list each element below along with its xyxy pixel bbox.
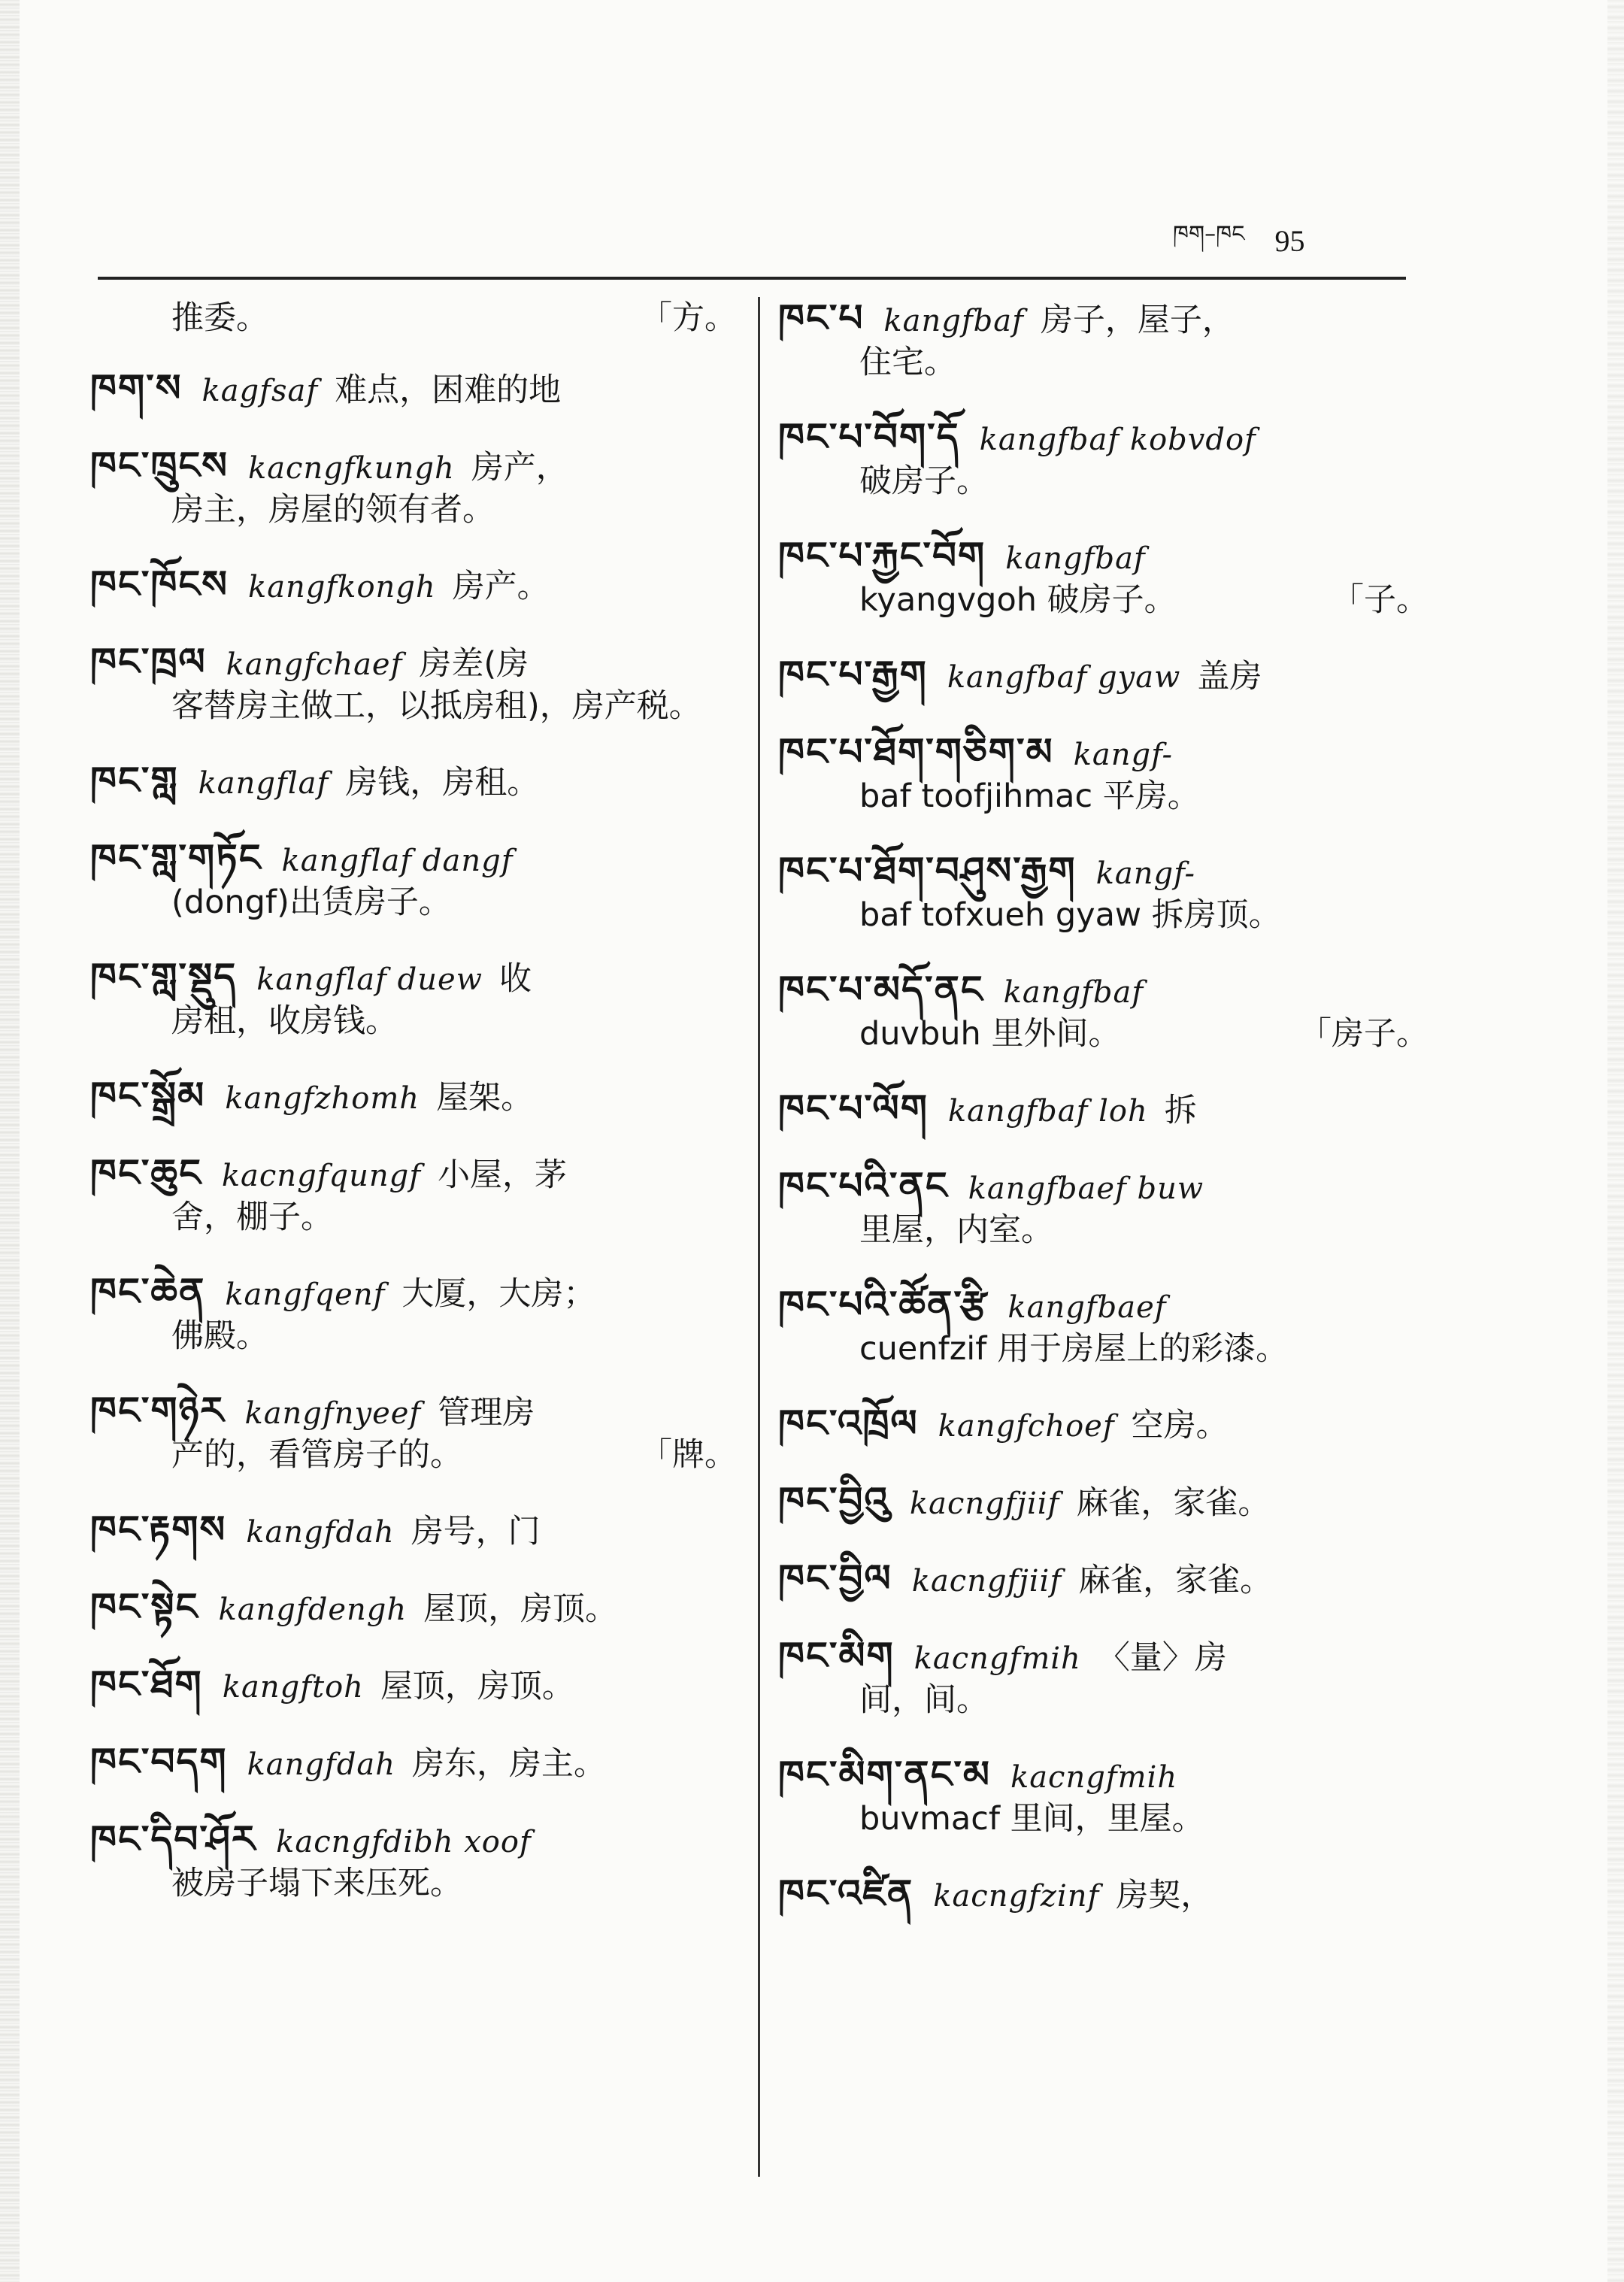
gloss-text: 房钱，房租。 xyxy=(345,764,540,802)
dictionary-entry xyxy=(778,1403,1429,1447)
tibetan-headword: ཁང་པ་མདོ་ནང xyxy=(778,968,984,1011)
romanization: kangfnyeef xyxy=(244,1396,422,1431)
right-entries xyxy=(778,298,1429,1917)
tibetan-headword: ཁང་པ་ཐོག་གཅིག་མ xyxy=(778,730,1054,774)
continuation-line xyxy=(90,686,737,727)
continuation-line xyxy=(778,580,1429,621)
continuation-line xyxy=(778,1210,1429,1251)
gloss-text: 管理房 xyxy=(438,1394,535,1432)
tibetan-headword: ཁང་གླ་གཏོང xyxy=(90,836,262,880)
entry-headline xyxy=(90,1817,548,1861)
dictionary-entry xyxy=(90,368,737,412)
gloss-text: 收 xyxy=(498,960,532,998)
continuation-text: 间，间。 xyxy=(859,1681,989,1719)
continuation-text: 住宅。 xyxy=(859,344,956,381)
continuation-text: baf tofxueh gyaw 拆房顶。 xyxy=(859,896,1281,934)
tibetan-headword: ཁང་པ་ལོག xyxy=(778,1086,929,1130)
entry-headline xyxy=(778,849,1212,892)
entry-headline xyxy=(90,1151,568,1195)
entry-headline xyxy=(778,730,1189,774)
gloss-text: 屋顶，房顶。 xyxy=(380,1668,574,1705)
entry-headline xyxy=(90,1074,534,1117)
entry-headline xyxy=(90,1389,535,1432)
entry-headline xyxy=(778,1871,1213,1915)
romanization: kangfbaf loh xyxy=(947,1094,1148,1129)
carryover-line xyxy=(90,298,737,339)
gloss-text: 盖房 xyxy=(1197,658,1262,696)
romanization: kangfbaf xyxy=(1003,975,1144,1010)
romanization: kangftoh xyxy=(222,1670,364,1705)
continuation-text: (dongf)出赁房子。 xyxy=(171,883,451,921)
right-column xyxy=(778,298,1429,1950)
tibetan-headword: ཁང་བྱིའུ xyxy=(778,1479,890,1523)
dictionary-entry xyxy=(778,1284,1429,1370)
gloss-text: 房差(房 xyxy=(419,645,529,683)
dictionary-entry xyxy=(778,850,1429,936)
romanization: kacngfmih xyxy=(1010,1760,1178,1795)
entry-headline xyxy=(778,653,1262,696)
tibetan-headword: ཁང་ཁོངས xyxy=(90,562,229,606)
romanization: kangfbaf xyxy=(883,304,1024,338)
tibetan-headword: ཁང་བདག xyxy=(90,1740,228,1783)
tibetan-headword: ཁང་ཐོག xyxy=(90,1662,203,1706)
entry-headline xyxy=(90,366,562,410)
left-column xyxy=(90,298,737,1938)
entry-headline xyxy=(90,562,550,606)
continuation-text: 产的，看管房子的。 xyxy=(171,1436,462,1474)
gloss-text: 〈量〉房 xyxy=(1097,1639,1227,1677)
continuation-text: 里屋，内室。 xyxy=(859,1211,1053,1249)
continuation-text: 房租，收房钱。 xyxy=(171,1002,398,1040)
romanization: kacngfjiif xyxy=(911,1564,1062,1599)
romanization: kagfsaf xyxy=(201,374,319,408)
continuation-line xyxy=(778,1014,1429,1055)
tibetan-headword: ཁང་རྟགས xyxy=(90,1508,227,1551)
tibetan-headword: ཁང་པ xyxy=(778,296,865,340)
tibetan-headword: ཁང་པ་ཐོག་བཤུས་རྒྱག xyxy=(778,849,1077,892)
romanization: kangfqenf xyxy=(225,1277,386,1312)
dictionary-entry xyxy=(90,1509,737,1553)
dictionary-entry xyxy=(90,838,737,923)
tibetan-headword: ཁང་པ་བོག་དོ xyxy=(778,415,960,459)
tibetan-headword: ཁང་ཆེན xyxy=(90,1270,206,1314)
continuation-text: 舍，棚子。 xyxy=(171,1199,333,1236)
continuation-text: 客替房主做工，以抵房租)，房产税。 xyxy=(171,687,701,725)
dictionary-entry xyxy=(778,417,1429,502)
dictionary-entry xyxy=(778,1754,1429,1840)
romanization: kangfbaef xyxy=(1007,1290,1167,1325)
entry-headline xyxy=(778,1556,1273,1600)
tibetan-headword: ཁང་པ་རྒྱག xyxy=(778,653,928,696)
romanization: kacngfkungh xyxy=(247,451,455,486)
entry-headline xyxy=(778,968,1160,1011)
continuation-text: 被房子塌下来压死。 xyxy=(171,1865,462,1902)
continuation-line xyxy=(778,1799,1429,1840)
tibetan-headword: ཁང་མིག་ནང་མ xyxy=(778,1753,991,1796)
dictionary-entry xyxy=(778,1873,1429,1917)
scan-left-edge xyxy=(0,0,20,2282)
continuation-line xyxy=(778,461,1429,502)
entry-headline xyxy=(90,1662,574,1706)
carryover-text: 推委。 xyxy=(171,299,268,337)
continuation-text: duvbuh 里外间。 xyxy=(859,1015,1121,1053)
tibetan-headword: ཁང་ཁྲལ xyxy=(90,640,207,683)
continuation-line xyxy=(90,1197,737,1238)
romanization: kangf- xyxy=(1073,738,1173,772)
continuation-line xyxy=(90,1001,737,1042)
gloss-text: 屋架。 xyxy=(436,1079,534,1117)
continuation-line xyxy=(90,1316,737,1357)
romanization: kangflaf xyxy=(198,766,329,801)
entry-headline xyxy=(778,415,1273,459)
tibetan-headword: ཁག་ས xyxy=(90,366,183,410)
entry-headline xyxy=(90,640,529,683)
left-entries xyxy=(90,368,737,1905)
tibetan-headword: ཁང་འཁྲོལ xyxy=(778,1402,919,1445)
entry-headline xyxy=(90,1740,607,1783)
gloss-text: 屋顶，房顶。 xyxy=(423,1590,618,1628)
tibetan-headword: ཁང་གླ་སྡུད xyxy=(90,955,238,999)
dictionary-entry xyxy=(90,1819,737,1905)
carry-fragment: 「牌。 xyxy=(640,1436,737,1474)
gloss-text: 难点，困难的地 xyxy=(335,371,562,409)
continuation-line xyxy=(778,895,1429,936)
header-rule xyxy=(98,277,1406,280)
continuation-text: 破房子。 xyxy=(859,462,989,500)
gloss-text: 房产。 xyxy=(452,568,550,605)
romanization: kangfbaef buw xyxy=(968,1171,1204,1206)
continuation-line xyxy=(778,1680,1429,1721)
dictionary-entry xyxy=(90,1741,737,1786)
entry-headline xyxy=(778,1753,1194,1796)
continuation-line xyxy=(778,1329,1429,1370)
gloss-text: 房子，屋子， xyxy=(1040,302,1235,339)
dictionary-entry xyxy=(90,1664,737,1708)
continuation-line xyxy=(778,776,1429,817)
dictionary-entry xyxy=(778,732,1429,817)
gloss-text: 空房。 xyxy=(1131,1407,1229,1444)
romanization: kangfchaef xyxy=(226,647,403,682)
tibetan-headword: ཁང་པའི་ཚོན་རྩི xyxy=(778,1283,989,1326)
tibetan-headword: ཁང་སྒྲོམ xyxy=(90,1074,206,1117)
continuation-line xyxy=(90,1435,737,1476)
romanization: kangfbaf xyxy=(1005,541,1146,576)
gloss-text: 大厦，大房； xyxy=(401,1275,596,1313)
dictionary-entry xyxy=(90,1271,737,1357)
guide-words: ཁག–ཁང xyxy=(1173,221,1245,247)
tibetan-headword: ཁང་མིག xyxy=(778,1634,895,1677)
romanization: kangfdengh xyxy=(218,1593,408,1627)
continuation-text: cuenfzif 用于房屋上的彩漆。 xyxy=(859,1330,1289,1368)
romanization: kacngfdibh xoof xyxy=(276,1825,532,1859)
carryover-tail: 「方。 xyxy=(640,299,737,337)
dictionary-entry xyxy=(778,298,1429,383)
romanization: kangfbaf gyaw xyxy=(947,660,1181,695)
gloss-text: 小屋，茅 xyxy=(438,1156,568,1194)
dictionary-entry xyxy=(778,535,1429,621)
dictionary-entry xyxy=(778,1480,1429,1525)
continuation-text: 房主，房屋的领有者。 xyxy=(171,491,495,529)
romanization: kacngfqungf xyxy=(221,1159,422,1193)
romanization: kangf- xyxy=(1095,856,1195,891)
scan-right-edge xyxy=(1607,0,1624,2282)
continuation-line xyxy=(90,489,737,531)
dictionary-entry xyxy=(90,1586,737,1631)
continuation-text: kyangvgoh 破房子。 xyxy=(859,581,1177,619)
continuation-text: baf toofjihmac 平房。 xyxy=(859,777,1200,815)
dictionary-entry xyxy=(778,654,1429,699)
entry-headline xyxy=(90,1508,541,1551)
entry-headline xyxy=(778,1283,1183,1326)
dictionary-entry xyxy=(90,641,737,727)
tibetan-headword: ཁང་སྟེང xyxy=(90,1585,199,1629)
carry-fragment: 「房子。 xyxy=(1299,1015,1429,1053)
romanization: kangfbaf kobvdof xyxy=(979,423,1256,457)
entry-headline xyxy=(778,1164,1220,1208)
tibetan-headword: ཁང་པ་རྐྱང་བོག xyxy=(778,534,986,577)
continuation-line xyxy=(778,342,1429,383)
page-number: 95 xyxy=(1274,223,1305,258)
dictionary-entry xyxy=(778,969,1429,1055)
continuation-text: buvmacf 里间，里屋。 xyxy=(859,1800,1204,1838)
dictionary-entry xyxy=(90,760,737,805)
gloss-text: 麻雀，家雀。 xyxy=(1078,1562,1273,1599)
tibetan-headword: ཁང་བྱིལ xyxy=(778,1556,892,1600)
carry-fragment: 「子。 xyxy=(1332,581,1429,619)
romanization: kangflaf dangf xyxy=(281,844,514,878)
continuation-line xyxy=(90,882,737,923)
romanization: kacngfzinf xyxy=(933,1879,1100,1914)
entry-headline xyxy=(778,534,1162,577)
dictionary-entry xyxy=(778,1165,1429,1251)
dictionary-entry xyxy=(90,564,737,608)
dictionary-entry xyxy=(778,1635,1429,1721)
tibetan-headword: ཁང་གཉེར xyxy=(90,1389,226,1432)
dictionary-entry xyxy=(90,1390,737,1476)
tibetan-headword: ཁང་ཁྲུངས xyxy=(90,444,229,487)
romanization: kangfkongh xyxy=(247,570,436,605)
romanization: kangflaf duew xyxy=(256,962,483,997)
column-divider xyxy=(758,297,760,2177)
dictionary-entry xyxy=(778,1558,1429,1602)
entry-headline xyxy=(90,759,540,802)
tibetan-headword: ཁང་དིབ་ཤོར xyxy=(90,1817,257,1861)
romanization: kacngfmih xyxy=(914,1641,1081,1676)
continuation-text: 佛殿。 xyxy=(171,1317,268,1355)
gloss-text: 拆 xyxy=(1164,1092,1197,1129)
entry-headline xyxy=(90,955,532,999)
gloss-text: 房东，房主。 xyxy=(412,1745,607,1783)
tibetan-headword: ཁང་ཆུང xyxy=(90,1151,202,1195)
romanization: kangfdah xyxy=(246,1515,395,1550)
gloss-text: 房产， xyxy=(471,449,568,486)
page-header xyxy=(1173,218,1391,263)
entry-headline xyxy=(778,1402,1229,1445)
gloss-text: 房号，门 xyxy=(411,1513,541,1550)
entry-headline xyxy=(778,1479,1271,1523)
entry-headline xyxy=(90,1585,618,1629)
dictionary-entry xyxy=(778,1088,1429,1132)
entry-headline xyxy=(90,444,568,487)
tibetan-headword: ཁང་འཛིན xyxy=(778,1871,914,1915)
romanization: kangfdah xyxy=(247,1747,396,1782)
romanization: kangfzhomh xyxy=(225,1081,420,1116)
dictionary-entry xyxy=(90,1075,737,1120)
continuation-line xyxy=(90,1863,737,1905)
entry-headline xyxy=(90,1270,596,1314)
gloss-text: 房契， xyxy=(1116,1877,1213,1914)
dictionary-entry xyxy=(90,956,737,1042)
dictionary-entry xyxy=(90,445,737,531)
entry-headline xyxy=(778,1086,1197,1130)
tibetan-headword: ཁང་པའི་ནང xyxy=(778,1164,949,1208)
dictionary-entry xyxy=(90,1153,737,1238)
romanization: kacngfjiif xyxy=(909,1486,1060,1521)
entry-headline xyxy=(778,1634,1227,1677)
entry-headline xyxy=(778,296,1235,340)
gloss-text: 麻雀，家雀。 xyxy=(1076,1484,1271,1522)
romanization: kangfchoef xyxy=(938,1409,1115,1444)
entry-headline xyxy=(90,836,530,880)
tibetan-headword: ཁང་གླ xyxy=(90,759,179,802)
